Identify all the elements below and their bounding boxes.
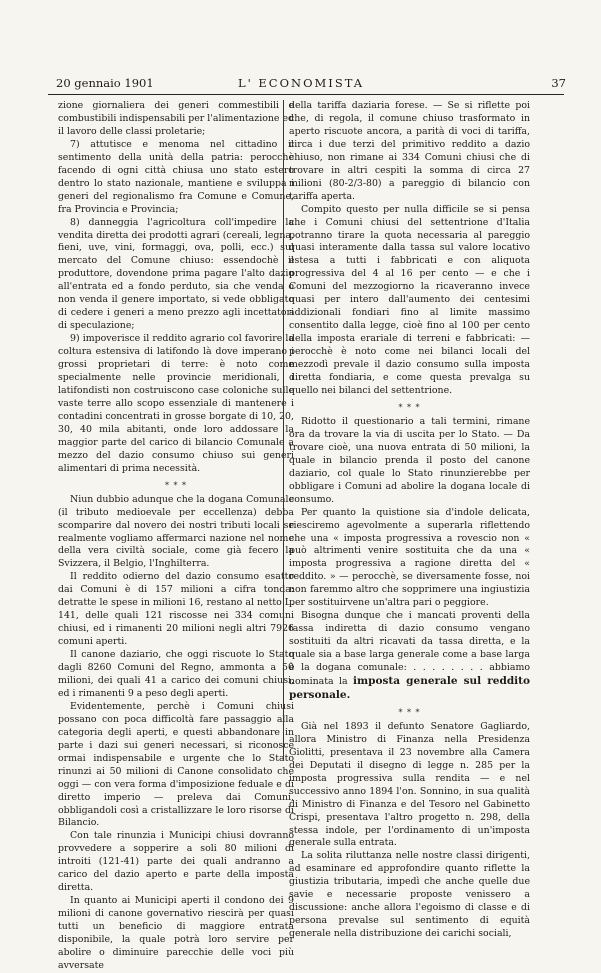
- left-column: [58, 100, 294, 973]
- section-stars: * * *: [398, 402, 421, 412]
- paragraph: Per quanto la quistione sia d'indole delicata, riesciremo agevolmente a superarla riflettendo che una « imposta progressiva a rovescio non « può altrimenti venire sostituita che da una « imposta progressiva a ragione diretta del « reddito. » — perocchè, se diversamente fosse, noi non faremmo altro che sopprimere una ingiustizia per sostituirvene un'altra pari o peggiore.: [289, 506, 530, 609]
- paragraph: Niun dubbio adunque che la dogana Comunale (il tributo medioevale per eccellenza) debba scomparire dal novero dei nostri tributi locali se realmente vogliamo affermarci nazione nel nome della vera civiltà sociale, come già fecero la Svizzera, il Belgio, l'Inghilterra.: [58, 493, 294, 570]
- paragraph: 8) danneggia l'agricoltura coll'impedire la vendita diretta dei prodotti agrari (cereali, legna, fieni, uve, vini, formaggi, ova, polli, ecc.) sul mercato del Comune chiuso: essendochè il produttore, dovendone prima pagare l'alto dazio all'entrata ed a fondo perduto, sia che venda o non venda il genere importato, si vede obbligato di cedere i generi a meno prezzo agli incettatori di speculazione;: [58, 216, 294, 332]
- bold-phrase: imposta generale sul reddito personale.: [289, 674, 531, 701]
- paragraph: 7) attutisce e menoma nel cittadino il sentimento della unità della patria: perocchè facendo di ogni città chiusa uno stato estero dentro lo stato nazionale, mantiene e sviluppa i generi del regionalismo fra Comune e Comune, fra Provincia e Provincia;: [58, 138, 294, 215]
- paragraph: In quanto ai Municipi aperti il condono dei 9 milioni di canone governativo riescirà per quasi tutti un beneficio di maggiore entrata disponibile, la quale potrà loro servire per abolire o diminuire parecchie delle voci più avversate: [58, 895, 294, 971]
- paragraph: Il reddito odierno del dazio consumo esatto dai Comuni è di 157 milioni a cifra tonda: detratte le spese in milioni 16, restano al netto L. 141, delle quali 121 riscosse nei 334 comuni chiusi, ed i rimanenti 20 milioni negli altri 7926 comuni aperti.: [58, 571, 294, 648]
- paragraph: Compito questo per nulla difficile se si pensa che i Comuni chiusi del settentrione d'Italia potranno tirare la quota necessaria al pareggio quasi interamente dalla tassa sul valore locativo estesa a tutti i fabbricati e con aliquota progressiva del 4 al 16 per cento — e che i Comuni del mezzogiorno la ricaveranno invece quasi per intero dall'aumento dei centesimi addizionali fondiari fino al limite massimo consentito dalla legge, cioè fino al 100 per cento della imposta erariale di terreni e fabbricati: — perocchè è noto come nei bilanci locali del mezzodì prevale il dazio consumo sulla imposta diretta fondiaria, e come questa prevalga su quello nei bilanci del settentrione.: [289, 203, 530, 396]
- paragraph: Il canone daziario, che oggi riscuote lo Stato dagli 8260 Comuni del Regno, ammonta a 50 milioni, dei quali 41 a carico dei comuni chiusi, ed i rimanenti 9 a peso degli aperti.: [58, 649, 294, 699]
- paragraph-text: Bisogna dunque che i mancati proventi della tassa indiretta di dazio consumo vengano sostituiti da altri ricavati da tassa diretta, e la quale sia a base larga generale come a base larga è la dogana comunale: . . . . . . . . abbiamo nominata la: [289, 610, 530, 687]
- section-stars: * * *: [164, 480, 188, 490]
- paragraph: Con tale rinunzia i Municipi chiusi dovranno provvedere a sopperire a soli 80 milioni di introiti (121-41) parte dei quali andranno a carico del dazio aperto e parte della imposta diretta.: [58, 830, 294, 894]
- section-stars: * * *: [398, 707, 421, 717]
- paragraph: La solita riluttanza nelle nostre classi dirigenti, ad esaminare ed approfondire quanto riflette la giustizia tributaria, impedì che anche quelle due savie e necessarie proposte venissero a discussione: anche allora l'egoismo di classe e di persona prevalse sul sentimento di equità generale nella distribuzione dei carichi sociali,: [289, 850, 530, 940]
- paragraph: Ridotto il questionario a tali termini, rimane ora da trovare la via di uscita per lo Stato. — Da trovare cioè, una nuova entrata di 50 milioni, la quale in bilancio prenda il posto del canone daziario, col quale lo Stato rinunzierebbe per obbligare i Comuni ad abolire la dogana locale di consumo.: [289, 415, 530, 505]
- paragraph: [289, 610, 530, 703]
- paragraph: Evidentemente, perchè i Comuni chiusi possano con poca difficoltà fare passaggio alla categoria degli aperti, e questi abbandonare in parte i dazi sui generi necessari, si riconosce ormai indispensabile e urgente che lo Stato rinunzi ai 50 milioni di Canone consolidato che oggi — con vera forma d'imposizione feduale e di diretto imperio — preleva dai Comuni, obbligandoli così a cristallizzare le loro risorse di Bilancio.: [58, 700, 294, 829]
- header-rule: [48, 94, 564, 95]
- paragraph: zione giornaliera dei generi commestibili e combustibili indispensabili per l'alimentazione ed il lavoro delle classi proletarie;: [58, 100, 294, 137]
- page-number: 37: [551, 76, 566, 90]
- right-column: [289, 100, 530, 941]
- running-header: [36, 76, 566, 94]
- paragraph: 9) impoverisce il reddito agrario col favorire la coltura estensiva di latifondo là dove imperano i grossi proprietari di terre: è noto come specialmente nelle provincie meridionali, i latifondisti non costruiscono case coloniche sulle vaste terre allo scopo essenziale di mantenere i contadini concentrati in grosse borgate di 10, 20, 30, 40 mila abitanti, onde loro addossare la maggior parte del carico di bilancio Comunale a mezzo del dazio consumo chiuso sui generi alimentari di prima necessità.: [58, 333, 294, 474]
- header-date: 20 gennaio 1901: [56, 76, 154, 90]
- column-divider: [283, 100, 284, 760]
- paragraph: Già nel 1893 il defunto Senatore Gagliardo, allora Ministro di Finanza nella Presidenza Giolitti, presentava il 23 novembre alla Camera dei Deputati il disegno di legge n. 285 per la imposta progressiva sulla rendita — e nel successivo anno 1894 l'on. Sonnino, in sua qualità di Ministro di Finanza e del Tesoro nel Gabinetto Crispi, presentava l'altro progetto n. 298, della stessa indole, per l'ordinamento di un'imposta generale sulla entrata.: [289, 720, 530, 849]
- paragraph: della tariffa daziaria forese. — Se si riflette poi che, di regola, il comune chiuso trasformato in aperto riscuote ancora, a parità di voci di tariffa, circa i due terzi del primitivo reddito a dazio chiuso, non rimane ai 334 Comuni chiusi che di trovare in altri cespiti la somma di circa 27 milioni (80-2/3-80) a pareggio di bilancio con tariffa aperta.: [289, 100, 530, 202]
- journal-title: L' ECONOMISTA: [237, 76, 365, 90]
